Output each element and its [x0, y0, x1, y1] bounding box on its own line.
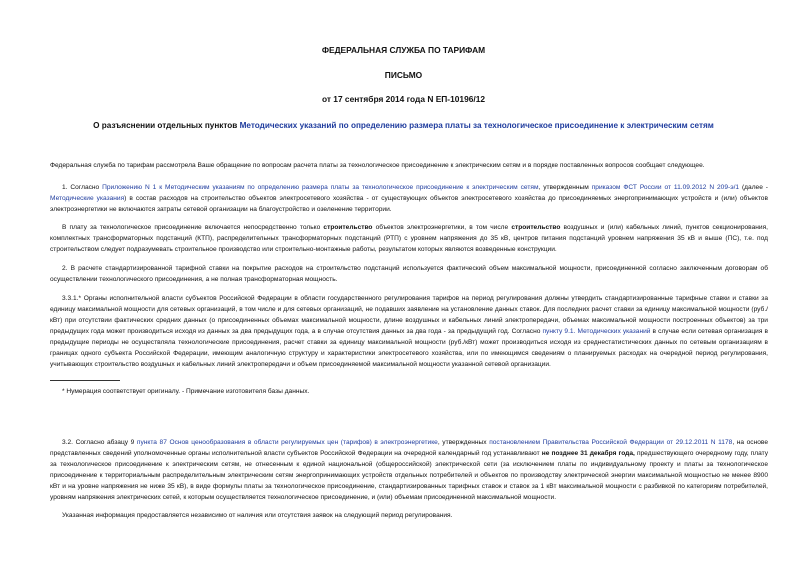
- p5-text-4: предшествующего очередному году, плату за технологическое присоединение к электрическим сетям, не отнесенным к единой национальной (общероссийской) электрической сети (за исключением платы по индивидуальному проекту и платы за технологическое присоединение к территориальным распределительным электрическим сетям энергопринимающих устройств отдельных потребителей и объектов по производству электрической энергии максимальной мощностью не менее 8900 кВт и на уровне напряжения не ниже 35 кВ), в виде формулы платы за технологическое присоединение, стандартизированных тарифных ставок и ставок за 1 кВт максимальной мощности с разбивкой по категориям потребителей, уровням напряжения электрических сетей, к которым осуществляется технологическое присоединение, и (или) объемам присоединенной максимальной мощности.: [50, 450, 768, 501]
- doc-date-line: от 17 сентября 2014 года N ЕП-10196/12: [321, 94, 486, 104]
- p1-text-1: 1. Согласно: [62, 184, 103, 191]
- title-link[interactable]: Методических указаний по определению размера платы за технологическое присоединение к электрическим сетям: [239, 121, 714, 130]
- government-decree-link[interactable]: постановлением Правительства Российской Федерации от 29.12.2011 N 1178: [489, 439, 733, 446]
- p1-text-4: ) в состав расходов на строительство объектов электросетевого хозяйства - от существующих объектов электросетевого хозяйства до присоединяемых энергопринимающих устройств и (или) объектов электроэнергетики не включаются затраты сетевой организации на благоустройство и озеленение территории.: [50, 195, 768, 213]
- doc-title: [0, 121, 807, 130]
- p5-bold-deadline: не позднее 31 декабря года,: [541, 450, 635, 457]
- paragraph-2: [50, 222, 768, 255]
- paragraph-3: 2. В расчете стандартизированной тарифной ставки на покрытие расходов на строительство подстанций используется фактический объем максимальной мощности, присоединенной согласно заключенным договорам об осуществлении технологического присоединения, а не полная трансформаторная мощность.: [50, 265, 768, 283]
- pricing-basics-link[interactable]: пункта 87 Основ ценообразования в области регулируемых цен (тарифов) в электроэнергетике: [136, 439, 438, 446]
- footnote: * Нумерация соответствует оригиналу. - Примечание изготовителя базы данных.: [62, 388, 310, 395]
- p4-text-1: 3.3.1.* Органы исполнительной власти субъектов Российской Федерации в области государственного регулирования тарифов на период регулирования должны утвердить стандартизированные тарифные ставки и ставки за единицу максимальной мощности для сетевых организаций, в том числе и для сетевых организаций, не подавших заявление на установление данных ставок. Для последних расчет ставки за единицу максимальной мощности (руб./кВт) при отсутствии фактических средних данных (о присоединенных объемах максимальной мощности, длине воздушных и кабельных линий электропередачи, объемах максимальной мощности построенных объектов) за три предыдущих года может производиться исходя из данных за два предыдущих года, а в случае отсутствия данных за два года - за предыдущий год. Согласно: [50, 295, 768, 335]
- p1-text-2: , утвержденным: [538, 184, 592, 191]
- p2-bold-1: строительство: [323, 224, 373, 231]
- order-link[interactable]: приказом ФСТ России от 11.09.2012 N 209-э/1: [591, 184, 740, 191]
- p4-text-2: в случае если сетевая организация в предыдущие периоды не осуществляла технологические присоединения, расчет ставки за единицу максимальной мощности (руб./кВт) может производиться исходя из среднестатистических данных по сетевым организациям в границах одного субъекта Российской Федерации, имеющим аналогичную структуру и характеристики электросетевого хозяйства, или по имеющимся сведениям о планируемых расходах на очередной период регулирования, учитывающих строительство воздушных и кабельных линий электропередачи и объем присоединяемой максимальной мощности указанной сетевой организации.: [50, 328, 768, 368]
- paragraph-6: Указанная информация предоставляется независимо от наличия или отсутствия заявок на следующий период регулирования.: [62, 512, 453, 519]
- intro-paragraph: Федеральная служба по тарифам рассмотрела Ваше обращение по вопросам расчета платы за технологическое присоединение к электрическим сетям и в порядке поставленных вопросов сообщает следующее.: [50, 162, 705, 169]
- p5-text-1: 3.2. Согласно абзацу 9: [62, 439, 137, 446]
- guidelines-link[interactable]: Методические указания: [50, 195, 125, 202]
- clause-9-1-link[interactable]: пункту 9.1. Методических указаний: [542, 328, 651, 335]
- p5-text-2: , утвержденных: [437, 439, 490, 446]
- paragraph-1: [50, 182, 768, 215]
- p2-bold-2: строительство: [511, 224, 561, 231]
- p2-text-1: В плату за технологическое присоединение включается непосредственно только: [62, 224, 324, 231]
- p2-text-2: объектов электроэнергетики, в том числе: [372, 224, 512, 231]
- doc-type-heading: ПИСЬМО: [384, 70, 423, 80]
- org-heading: ФЕДЕРАЛЬНАЯ СЛУЖБА ПО ТАРИФАМ: [321, 45, 486, 55]
- title-prefix: О разъяснении отдельных пунктов: [93, 121, 240, 130]
- p1-text-3: (далее -: [739, 184, 768, 191]
- paragraph-5: [50, 437, 768, 503]
- p2-text-3: воздушных и (или) кабельных линий, пунктов секционирования, комплектных трансформаторных подстанций (КТП), распределительных трансформаторных подстанций (РТП) с уровнем напряжения до 35 кВ, центров питания подстанций уровнем напряжения 35 кВ и выше (ПС), т.е. под строительством следует подразумевать строительное производство или строительно-монтажные работы, результатом которых являются возведенные конструкции.: [50, 224, 769, 253]
- appendix-link[interactable]: Приложению N 1 к Методическим указаниям по определению размера платы за технологическое присоединение к электрическим сетям: [102, 184, 539, 191]
- p5-text-3: , на основе представленных сведений уполномоченные органы исполнительной власти субъектов Российской Федерации на очередной календарный год устанавливают: [50, 439, 768, 457]
- paragraph-4: [50, 293, 768, 370]
- footnote-divider: [50, 380, 120, 381]
